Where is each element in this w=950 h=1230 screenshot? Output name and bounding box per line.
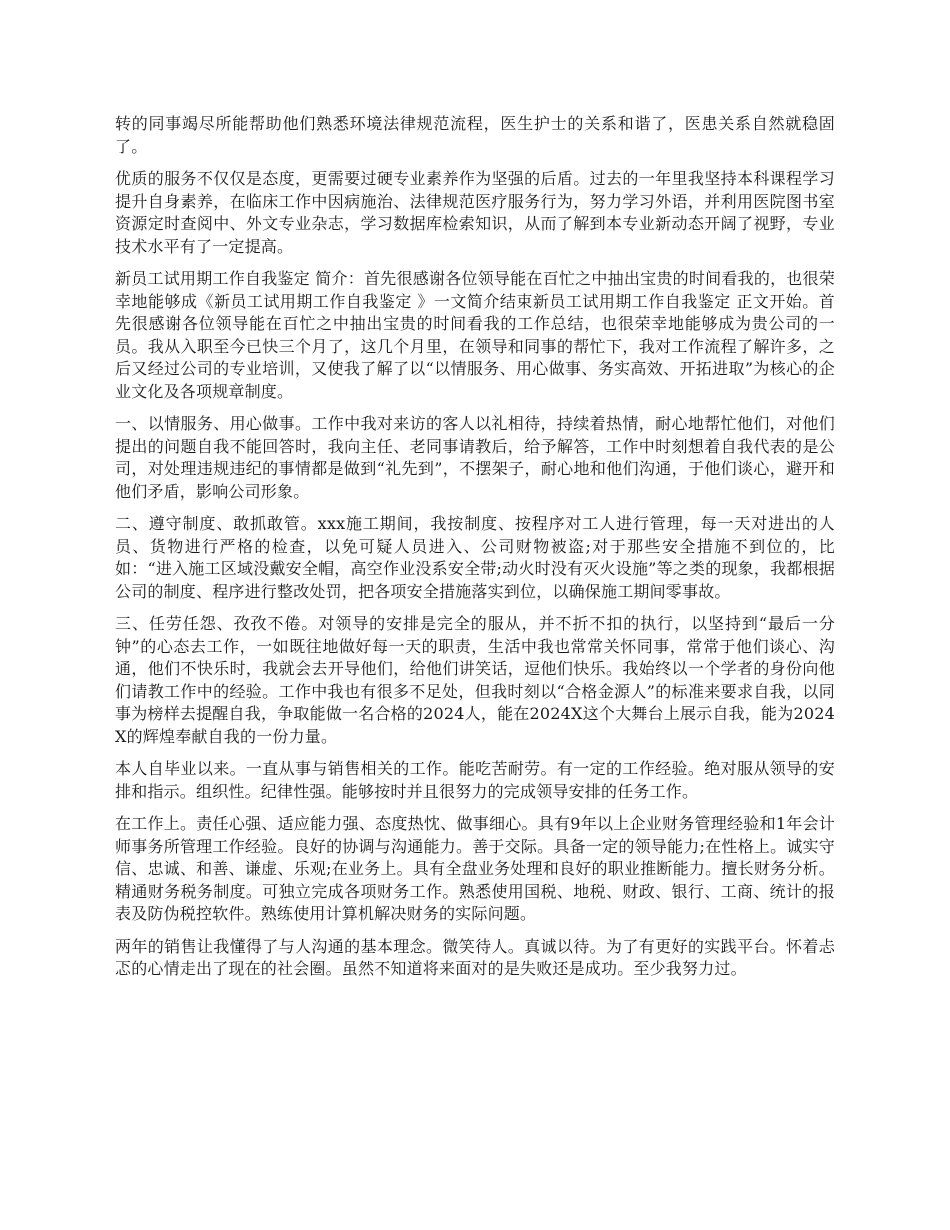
paragraph-2: 优质的服务不仅仅是态度，更需要过硬专业素养作为坚强的后盾。过去的一年里我坚持本科课程学习提升自身素养，在临床工作中因病施治、法律规范医疗服务行为，努力学习外语，并利用医院图书室资源定时查阅中、外文专业杂志，学习数据库检索知识，从而了解到本专业新动态开阔了视野，专业技术水平有了一定提高。 xyxy=(115,169,835,256)
paragraph-6: 三、任劳任怨、孜孜不倦。对领导的安排是完全的服从，并不折不扣的执行，以坚持到“最后一分钟”的心态去工作，一如既往地做好每一天的职责，生活中我也常常关怀同事，常常于他们谈心、沟通，他们不快乐时，我就会去开导他们，给他们讲笑话，逗他们快乐。我始终以一个学者的身份向他们请教工作中的经验。工作中我也有很多不足处，但我时刻以“合格金源人”的标准来要求自我，以同事为榜样去提醒自我，争取能做一名合格的2024人，能在2024X这个大舞台上展示自我，能为2024X的辉煌奉献自我的一份力量。 xyxy=(115,614,835,746)
paragraph-4: 一、以情服务、用心做事。工作中我对来访的客人以礼相待，持续着热情，耐心地帮忙他们，对他们提出的问题自我不能回答时，我向主任、老同事请教后，给予解答，工作中时刻想着自我代表的是公司，对处理违规违纪的事情都是做到“礼先到”，不摆架子，耐心地和他们沟通，于他们谈心，避开和他们矛盾，影响公司形象。 xyxy=(115,414,835,501)
paragraph-3: 新员工试用期工作自我鉴定 简介：首先很感谢各位领导能在百忙之中抽出宝贵的时间看我的，也很荣幸地能够成《新员工试用期工作自我鉴定 》一文简介结束新员工试用期工作自我鉴定 正文开始。首先很感谢各位领导能在百忙之中抽出宝贵的时间看我的工作总结，也很荣幸地能够成为贵公司的一员。我从入职至今已快三个月了，这几个月里，在领导和同事的帮忙下，我对工作流程了解许多，之后又经过公司的专业培训，又使我了解了以“以情服务、用心做事、务实高效、开拓进取”为核心的企业文化及各项规章制度。 xyxy=(115,269,835,401)
paragraph-7: 本人自毕业以来。一直从事与销售相关的工作。能吃苦耐劳。有一定的工作经验。绝对服从领导的安排和指示。组织性。纪律性强。能够按时并且很努力的完成领导安排的任务工作。 xyxy=(115,759,835,801)
paragraph-1: 转的同事竭尽所能帮助他们熟悉环境法律规范流程，医生护士的关系和谐了，医患关系自然就稳固了。 xyxy=(115,114,835,156)
paragraph-9: 两年的销售让我懂得了与人沟通的基本理念。微笑待人。真诚以待。为了有更好的实践平台。怀着忐忑的心情走出了现在的社会圈。虽然不知道将来面对的是失败还是成功。至少我努力过。 xyxy=(115,936,835,978)
paragraph-8: 在工作上。责任心强、适应能力强、态度热忱、做事细心。具有9年以上企业财务管理经验和1年会计师事务所管理工作经验。良好的协调与沟通能力。善于交际。具备一定的领导能力;在性格上。诚实守信、忠诚、和善、谦虚、乐观;在业务上。具有全盘业务处理和良好的职业推断能力。擅长财务分析。精通财务税务制度。可独立完成各项财务工作。熟悉使用国税、地税、财政、银行、工商、统计的报表及防伪税控软件。熟练使用计算机解决财务的实际问题。 xyxy=(115,814,835,923)
paragraph-5: 二、遵守制度、敢抓敢管。xxx施工期间，我按制度、按程序对工人进行管理，每一天对进出的人员、货物进行严格的检查，以免可疑人员进入、公司财物被盗;对于那些安全措施不到位的，比如：“进入施工区域没戴安全帽，高空作业没系安全带;动火时没有灭火设施”等之类的现象，我都根据公司的制度、程序进行整改处罚，把各项安全措施落实到位，以确保施工期间零事故。 xyxy=(115,514,835,601)
